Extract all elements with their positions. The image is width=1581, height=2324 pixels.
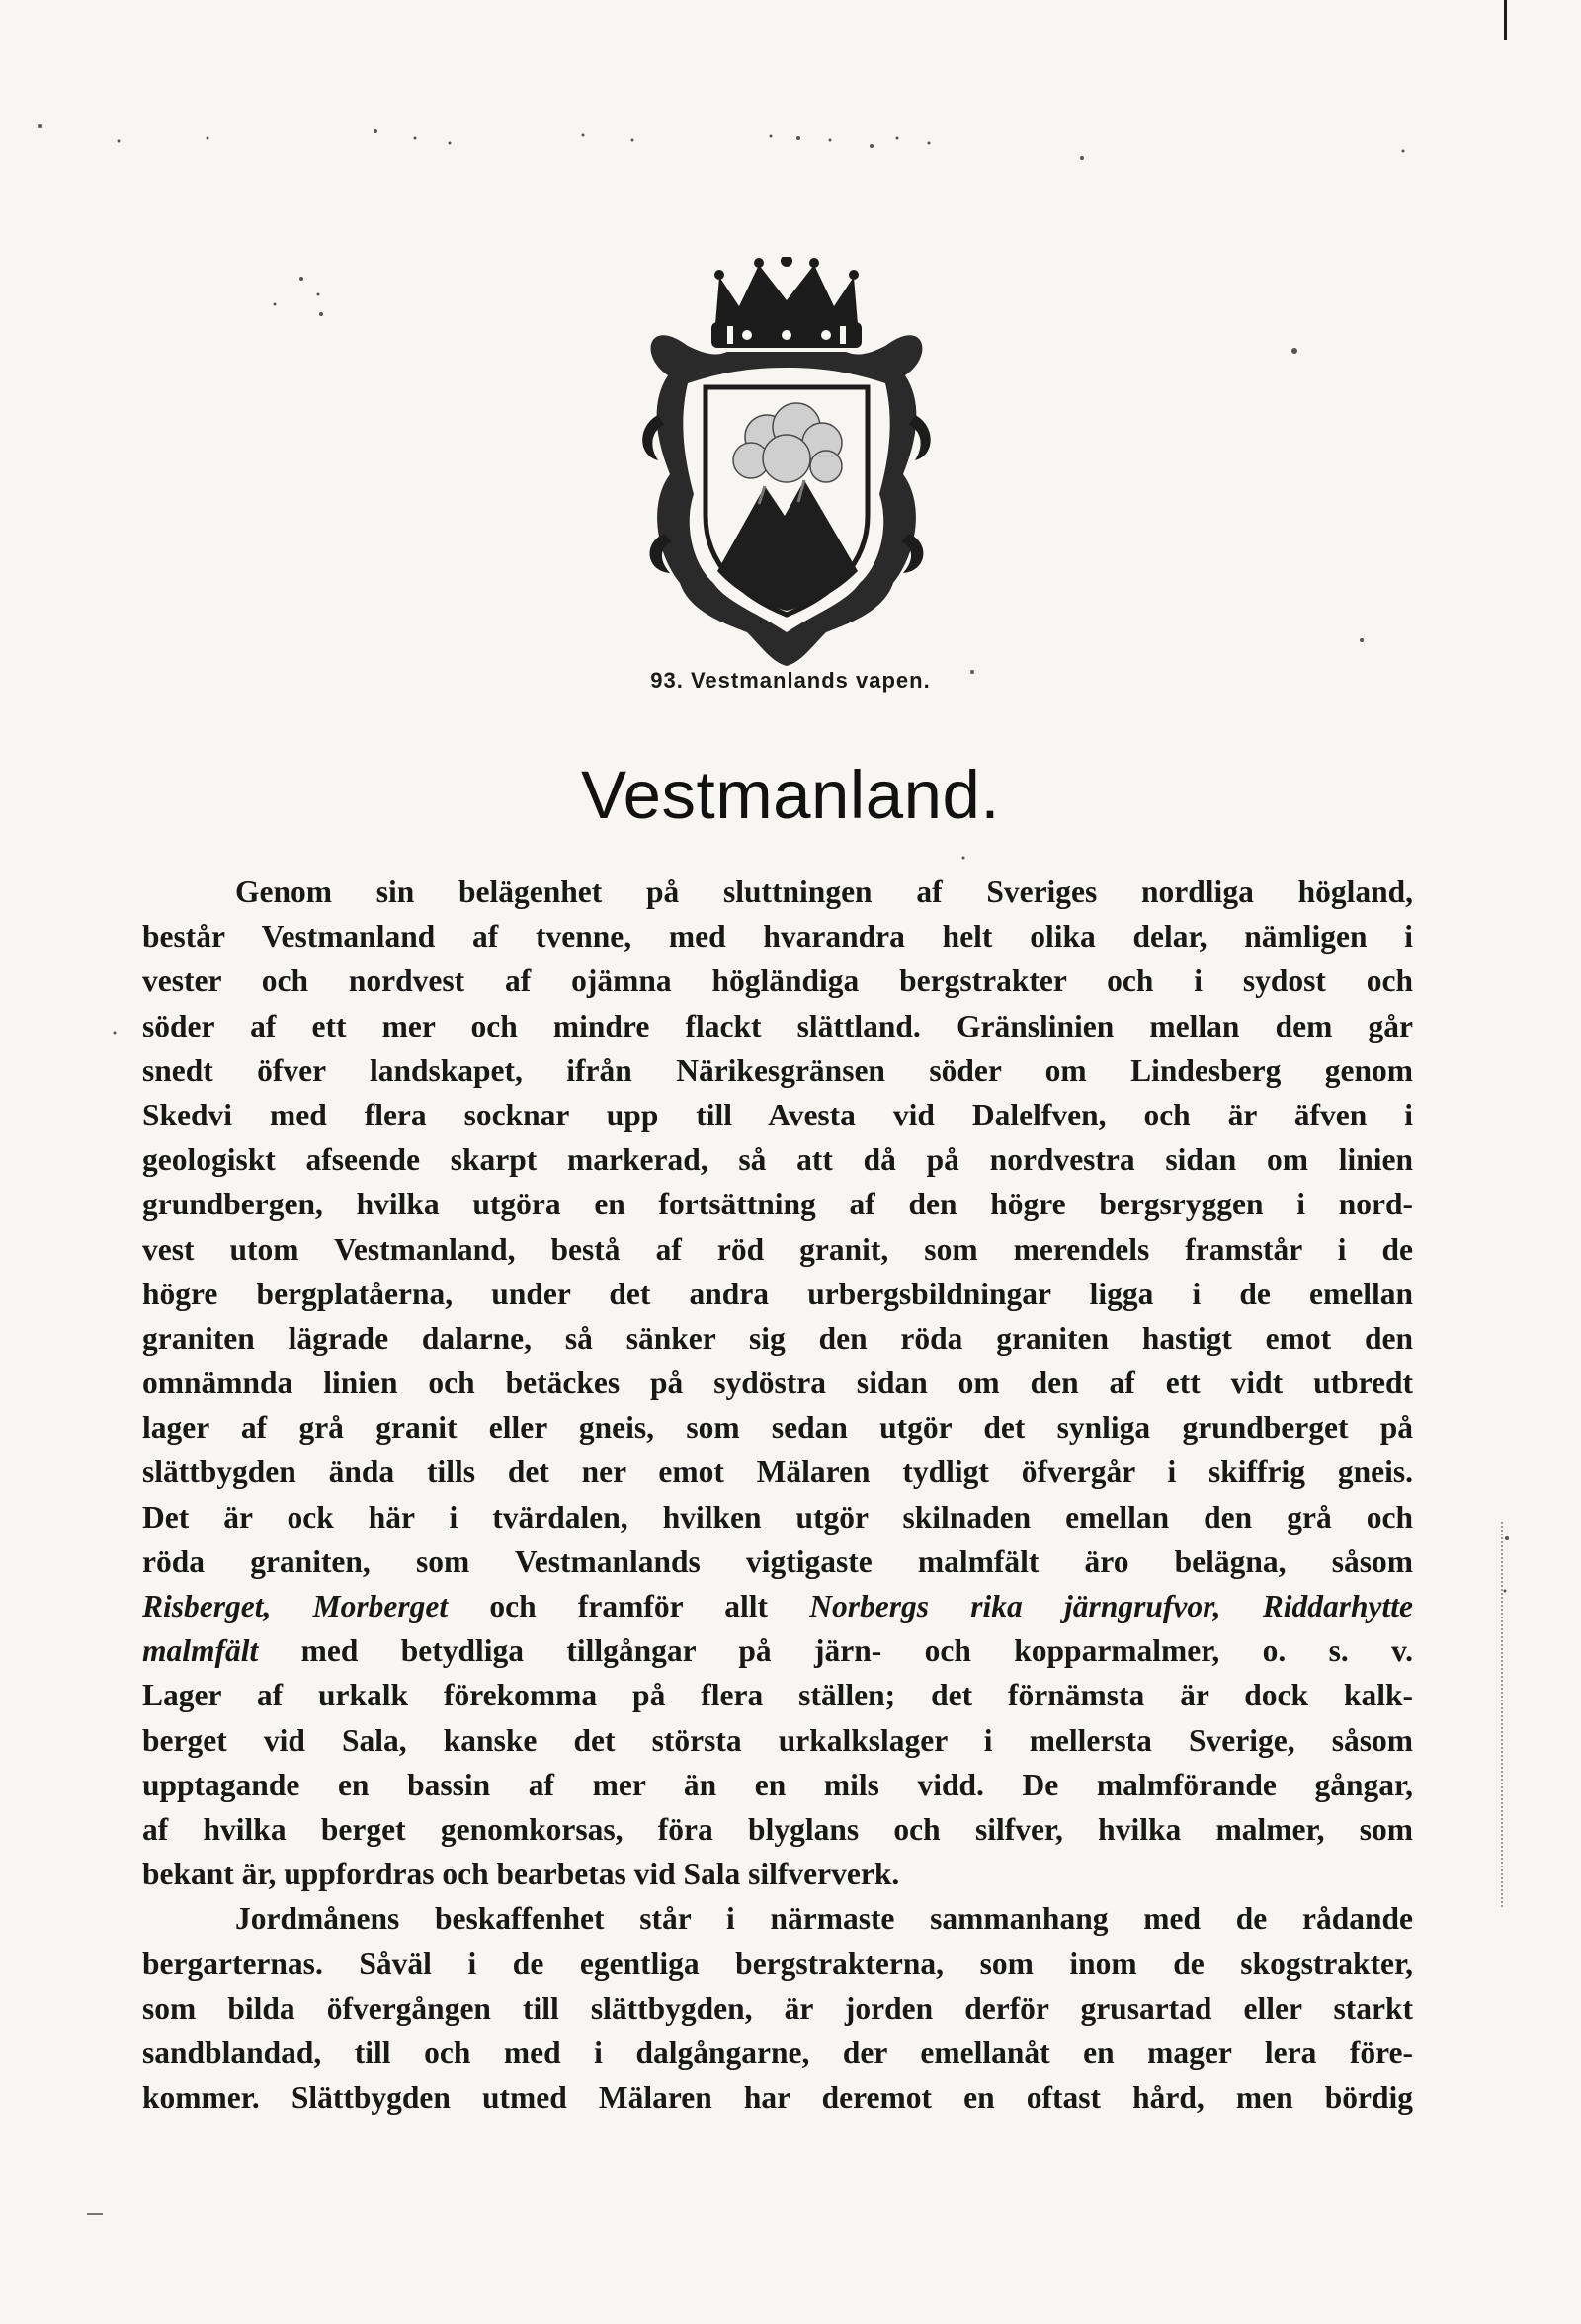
text-line: högre bergplatåerna, under det andra urbergsbildningar ligga i de emellan [142,1276,1413,1311]
text-span: med betydliga tillgångar på järn- och kopparmalmer, o. s. v. [258,1633,1413,1669]
text-line: lager af grå granit eller gneis, som sedan utgör det synliga grundberget på [142,1410,1413,1446]
margin-mark [87,2213,103,2215]
text-line: röda graniten, som Vestmanlands vigtigaste malmfält äro belägna, såsom [142,1543,1413,1579]
text-line [142,1584,1413,1628]
text-line: geologiskt afseende skarpt markerad, så att då på nordvestra sidan om linien [142,1142,1413,1178]
text-line: berget vid Sala, kanske det största urkalkslager i mellersta Sverige, såsom [142,1722,1413,1758]
text-line: Genom sin belägenhet på sluttningen af Sveriges nordliga högland, [235,874,1413,909]
text-line: upptagande en bassin af mer än en mils vidd. De malmförande gångar, [142,1767,1413,1802]
text-line: grundbergen, hvilka utgöra en fortsättning af den högre bergsryggen i nord- [142,1187,1413,1222]
text-line: slättbygden ända tills det ner emot Mälaren tydligt öfvergår i skiffrig gneis. [142,1454,1413,1490]
italic-place-name: Risberget, [142,1589,272,1623]
italic-place-name: Morberget [312,1589,449,1623]
text-line: af hvilka berget genomkorsas, föra blyglans och silfver, hvilka malmer, som [142,1811,1413,1847]
text-line: snedt öfver landskapet, ifrån Närikesgränsen söder om Lindesberg genom [142,1052,1413,1088]
text-line: bekant är, uppfordras och bearbetas vid Sala silfververk. [142,1857,900,1892]
page-title: Vestmanland. [580,757,1001,833]
text-line: söder af ett mer och mindre flackt slättland. Gränslinien mellan dem går [142,1008,1413,1043]
italic-place-name: Norbergs rika järngrufvor, [809,1589,1221,1623]
vestmanland-coat-of-arms-icon [628,257,945,672]
text-line: graniten lägrade dalarne, så sänker sig den röda graniten hastigt emot den [142,1320,1413,1356]
text-line: Lager af urkalk förekomma på flera ställen; det förnämsta är dock kalk- [142,1678,1413,1713]
text-line: vest utom Vestmanland, bestå af röd granit, som merendels framstår i de [142,1231,1413,1267]
text-line: omnämnda linien och betäckes på sydöstra sidan om den af ett vidt utbredt [142,1366,1413,1401]
italic-place-name: Riddarhytte [1262,1589,1414,1623]
text-line: består Vestmanland af tvenne, med hvarandra helt olika delar, nämligen i [142,919,1413,954]
italic-place-name: malmfält [142,1633,259,1669]
page-edge-mark [1504,0,1507,40]
body-text [142,870,1413,2119]
figure-caption: 93. Vestmanlands vapen. [650,668,931,693]
text-line: kommer. Slättbygden utmed Mälaren har deremot en oftast hård, men bördig [142,2080,1413,2116]
text-line [142,1628,1413,1673]
text-line: bergarternas. Såväl i de egentliga bergstrakterna, som inom de skogstrakter, [142,1946,1413,1981]
text-line: vester och nordvest af ojämna högländiga bergstrakter och i sydost och [142,963,1413,999]
text-line: som bilda öfvergången till slättbygden, är jorden derför grusartad eller starkt [142,1990,1413,2026]
text-line: sandblandad, till och med i dalgångarne, der emellanåt en mager lera före- [142,2034,1413,2070]
margin-dotted-line [1501,1522,1504,1907]
text-span: och framför allt [448,1589,810,1623]
text-line: Skedvi med flera socknar upp till Avesta vid Dalelfven, och är äfven i [142,1097,1413,1132]
text-line: Jordmånens beskaffenhet står i närmaste sammanhang med de rådande [235,1901,1413,1937]
text-line: Det är ock här i tvärdalen, hvilken utgör skilnaden emellan den grå och [142,1499,1413,1535]
